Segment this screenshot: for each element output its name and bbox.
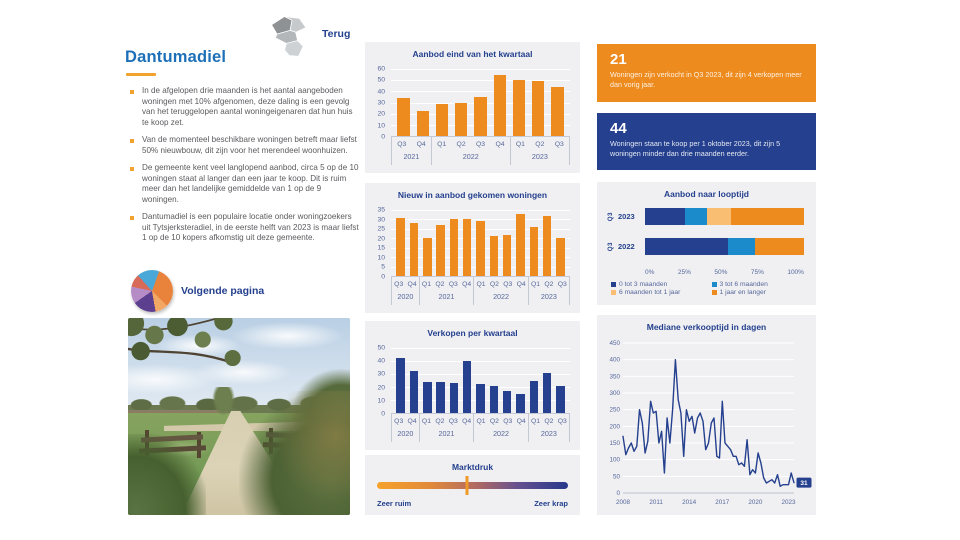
svg-text:2020: 2020	[748, 499, 763, 506]
quarter-row	[474, 277, 528, 291]
legend-label: 1 jaar en langer	[719, 289, 766, 296]
title-underline	[126, 73, 156, 76]
bar-slot	[452, 69, 471, 136]
y-tick-label: 25	[377, 225, 385, 233]
svg-text:2008: 2008	[615, 499, 631, 506]
duration-row	[607, 238, 804, 255]
quarter-label: Q1	[421, 280, 431, 288]
chart-title: Marktdruk	[451, 462, 494, 472]
bar-slot	[548, 69, 567, 136]
gauge-labels	[377, 499, 568, 508]
legend	[611, 281, 812, 296]
quarter-label: Q3	[448, 417, 458, 425]
quarter-label: Q3	[607, 211, 614, 222]
year-group	[528, 414, 569, 442]
gauge-label-left: Zeer ruim	[377, 499, 412, 508]
quarter-label: Q3	[394, 417, 404, 425]
bar-slot	[540, 210, 553, 276]
photo-branch	[128, 318, 272, 404]
year-group	[391, 414, 419, 442]
legend-item	[611, 281, 712, 288]
bar	[423, 382, 432, 413]
quarter-label: Q4	[407, 417, 417, 425]
bar-slot	[471, 69, 490, 136]
quarter-label: Q4	[516, 280, 526, 288]
quarter-label: Q2	[435, 280, 445, 288]
bar	[410, 223, 419, 276]
photo-nature-path	[128, 318, 350, 515]
quarter-label: Q1	[476, 417, 486, 425]
bar	[556, 386, 565, 413]
quarter-label: Q3	[394, 280, 404, 288]
bars	[391, 348, 570, 413]
quarter-label: Q1	[421, 417, 431, 425]
bullet-item: De gemeente kent veel langlopend aanbod, circa 5 op de 10 woningen staat al langer dan een jaar te koop. Dit is ruim meer dan het landelijke gemiddelde van 1 op de 9 woningen.	[128, 163, 360, 205]
bar	[450, 383, 459, 413]
gauge-marker	[465, 476, 468, 495]
stat-box-verkocht	[597, 44, 816, 102]
bar-slot	[432, 69, 451, 136]
bar	[556, 238, 565, 276]
bar	[503, 391, 512, 413]
year-group	[510, 137, 569, 165]
svg-text:2014: 2014	[682, 499, 697, 506]
y-tick-label: 0	[381, 273, 385, 281]
quarter-label: Q2	[456, 140, 466, 148]
plot-area	[391, 210, 570, 277]
x-tick-label: 75%	[750, 269, 764, 276]
legend-item	[712, 289, 813, 296]
quarter-label: Q4	[462, 280, 472, 288]
year-group	[391, 137, 431, 165]
y-tick-label: 10	[377, 122, 385, 130]
quarter-label: Q2	[489, 417, 499, 425]
bar	[530, 227, 539, 276]
gauge-track	[377, 482, 568, 489]
bullet-item: In de afgelopen drie maanden is het aantal aangeboden woningen met 10% afgenomen, deze daling is een gevolg van het teruggelopen aantal woningeigenaren dat hun huis te koop zet.	[128, 86, 360, 128]
panel-aanbod-naar-looptijd	[597, 182, 816, 305]
y-tick-label: 30	[377, 216, 385, 224]
y-tick-label: 40	[377, 88, 385, 96]
bar-slot	[434, 210, 447, 276]
photo-bush-left	[128, 434, 206, 515]
year-label: 2022	[493, 292, 510, 301]
year-label: 2023	[618, 211, 635, 221]
svg-text:31: 31	[800, 480, 808, 488]
stacked-bar	[645, 208, 804, 225]
y-tick-label: 40	[377, 357, 385, 365]
chart-title: Verkopen per kwartaal	[427, 328, 518, 338]
row-label	[607, 242, 645, 251]
year-label: 2022	[618, 241, 635, 251]
legend-swatch	[712, 290, 717, 295]
year-label: 2020	[397, 429, 414, 438]
quarter-label: Q2	[489, 280, 499, 288]
next-page-label: Volgende pagina	[181, 285, 265, 297]
legend-swatch	[611, 290, 616, 295]
quarter-row	[420, 414, 474, 428]
quarter-row	[529, 277, 569, 291]
bar-slot	[554, 348, 567, 413]
x-axis	[391, 277, 570, 305]
quarter-label: Q4	[407, 280, 417, 288]
bar	[463, 361, 472, 413]
page-title: Dantumadiel	[125, 48, 227, 66]
y-tick-label: 50	[377, 76, 385, 84]
bar	[503, 235, 512, 276]
year-group	[419, 414, 474, 442]
bars	[391, 69, 570, 136]
svg-text:200: 200	[609, 423, 620, 431]
svg-text:150: 150	[609, 440, 620, 447]
bar	[450, 219, 459, 276]
x-tick-label: 25%	[677, 269, 691, 276]
row-label	[607, 212, 645, 221]
stat-value: 21	[610, 51, 627, 68]
y-tick-label: 35	[377, 206, 385, 214]
bar	[436, 104, 448, 136]
x-axis	[645, 269, 804, 276]
stat-text: Woningen zijn verkocht in Q3 2023, dit zijn 4 verkopen meer dan vorig jaar.	[610, 70, 802, 89]
panel-marktdruk-gauge	[365, 455, 580, 515]
bar-slot	[487, 210, 500, 276]
year-group	[473, 414, 528, 442]
y-tick-label: 50	[377, 344, 385, 352]
y-tick-label: 5	[381, 263, 385, 271]
bar-slot	[421, 210, 434, 276]
svg-text:300: 300	[609, 390, 620, 397]
svg-text:50: 50	[612, 473, 620, 481]
photo-bush-right	[239, 391, 350, 515]
bar-slot	[490, 69, 509, 136]
quarter-label: Q4	[462, 417, 472, 425]
bar-slot	[474, 210, 487, 276]
quarter-label: Q4	[495, 140, 505, 148]
plot-area	[391, 348, 570, 414]
bar-slot	[413, 69, 432, 136]
quarter-row	[529, 414, 569, 428]
rows-zone	[607, 208, 804, 268]
bar	[417, 111, 429, 136]
y-tick-label: 20	[377, 384, 385, 392]
x-tick-label: 50%	[714, 269, 728, 276]
bar-slot	[461, 210, 474, 276]
bar	[543, 216, 552, 276]
legend-label: 6 maanden tot 1 jaar	[619, 289, 681, 296]
bar-slot	[421, 348, 434, 413]
bar-slot	[487, 348, 500, 413]
y-tick-label: 0	[381, 133, 385, 141]
year-label: 2022	[462, 152, 479, 161]
quarter-label: Q3	[503, 417, 513, 425]
bar	[494, 75, 506, 136]
bar-segment	[707, 208, 731, 225]
y-tick-label: 0	[381, 410, 385, 418]
gauge-label-right: Zeer krap	[534, 499, 568, 508]
bar	[543, 373, 552, 413]
x-axis	[391, 414, 570, 442]
year-group	[473, 277, 528, 305]
bar	[513, 80, 525, 136]
bar-segment	[645, 238, 728, 255]
back-button[interactable]	[266, 10, 350, 62]
legend-item	[611, 289, 712, 296]
bar	[516, 394, 525, 414]
svg-text:0: 0	[616, 490, 620, 497]
y-tick-label: 15	[377, 244, 385, 252]
stat-value: 44	[610, 120, 627, 137]
quarter-label: Q4	[516, 417, 526, 425]
quarter-label: Q1	[530, 417, 541, 425]
summary-bullets	[128, 86, 360, 251]
quarter-label: Q2	[544, 417, 554, 425]
legend-label: 0 tot 3 maanden	[619, 281, 668, 288]
bar	[455, 103, 467, 137]
bar-slot	[447, 348, 460, 413]
bar-segment	[755, 238, 804, 255]
svg-text:450: 450	[609, 340, 620, 347]
back-button-label: Terug	[322, 28, 351, 40]
quarter-row	[511, 137, 569, 151]
y-tick-label: 30	[377, 99, 385, 107]
legend-swatch	[712, 282, 717, 287]
chart-title: Nieuw in aanbod gekomen woningen	[397, 190, 548, 200]
chart-title: Aanbod naar looptijd	[664, 189, 749, 199]
year-group	[391, 277, 419, 305]
y-tick-label: 20	[377, 110, 385, 118]
bullet-item: Van de momenteel beschikbare woningen betreft maar liefst 50% nieuwbouw, dit zijn voor het merendeel woonhuizen.	[128, 135, 360, 156]
pie-chart-icon	[131, 270, 173, 312]
y-tick-label: 10	[377, 397, 385, 405]
bar-segment	[645, 208, 685, 225]
quarter-row	[392, 277, 419, 291]
svg-text:2011: 2011	[649, 499, 663, 506]
svg-text:250: 250	[609, 406, 620, 414]
year-label: 2021	[438, 292, 455, 301]
svg-text:400: 400	[609, 356, 620, 364]
panel-aanbod-eind-kwartaal	[365, 42, 580, 173]
svg-text:100: 100	[609, 456, 620, 464]
bar	[490, 236, 499, 276]
bar-slot	[394, 348, 407, 413]
bar-slot	[407, 210, 420, 276]
bar-slot	[394, 210, 407, 276]
panel-verkopen-per-kwartaal	[365, 321, 580, 450]
svg-text:350: 350	[609, 373, 620, 381]
line-chart	[601, 337, 812, 509]
y-axis	[365, 206, 389, 281]
bar	[397, 98, 409, 136]
quarter-label: Q1	[515, 140, 525, 148]
panel-mediane-verkooptijd	[597, 315, 816, 515]
y-tick-label: 30	[377, 370, 385, 378]
year-label: 2023	[531, 152, 548, 161]
y-axis	[365, 65, 389, 141]
bars	[391, 210, 570, 276]
quarter-row	[392, 137, 431, 151]
year-group	[419, 277, 474, 305]
bar-slot	[554, 210, 567, 276]
legend-swatch	[611, 282, 616, 287]
quarter-label: Q1	[530, 280, 541, 288]
stat-box-te-koop	[597, 113, 816, 170]
quarter-label: Q2	[535, 140, 545, 148]
bar-segment	[731, 208, 804, 225]
y-axis	[365, 344, 389, 418]
bar-slot	[474, 348, 487, 413]
bar-slot	[407, 348, 420, 413]
bar-slot	[514, 210, 527, 276]
year-label: 2023	[540, 429, 557, 438]
quarter-label: Q4	[416, 140, 426, 148]
year-label: 2021	[438, 429, 455, 438]
year-group	[528, 277, 569, 305]
bar	[396, 218, 405, 276]
chart-title: Mediane verkooptijd in dagen	[646, 322, 767, 332]
quarter-label: Q3	[503, 280, 513, 288]
quarter-label: Q1	[476, 280, 486, 288]
bar-segment	[728, 238, 755, 255]
next-page-button[interactable]	[131, 270, 264, 312]
legend-item	[712, 281, 813, 288]
bullet-item: Dantumadiel is een populaire locatie onder woningzoekers uit Tytsjerksteradiel, in de eerste helft van 2023 is maar liefst 1 op de 10 kopers afkomstig uit deze gemeente.	[128, 212, 360, 244]
stat-text: Woningen staan te koop per 1 oktober 2023, dit zijn 5 woningen minder dan drie maanden eerder.	[610, 139, 781, 158]
bar	[396, 358, 405, 413]
duration-row	[607, 208, 804, 225]
bar	[530, 381, 539, 414]
bar-slot	[434, 348, 447, 413]
bar-segment	[685, 208, 707, 225]
bar	[423, 238, 432, 276]
chart-title: Aanbod eind van het kwartaal	[412, 49, 533, 59]
bar	[436, 225, 445, 276]
municipality-map-icon	[266, 10, 318, 62]
quarter-label: Q3	[448, 280, 458, 288]
bar	[410, 371, 419, 413]
quarter-label: Q2	[435, 417, 445, 425]
bar-slot	[394, 69, 413, 136]
bar	[436, 382, 445, 413]
quarter-label: Q3	[607, 241, 614, 252]
quarter-row	[392, 414, 419, 428]
quarter-label: Q3	[475, 140, 486, 148]
svg-text:2023: 2023	[781, 499, 796, 506]
legend-label: 3 tot 6 maanden	[719, 281, 768, 288]
bar-slot	[527, 210, 540, 276]
y-tick-label: 10	[377, 254, 385, 262]
bar-slot	[501, 348, 514, 413]
x-tick-label: 0%	[645, 269, 655, 276]
bar-slot	[501, 210, 514, 276]
quarter-label: Q3	[554, 140, 564, 148]
bar	[532, 81, 544, 136]
x-tick-label: 100%	[787, 269, 804, 276]
plot-area	[391, 69, 570, 137]
quarter-label: Q3	[557, 417, 567, 425]
bar	[463, 219, 472, 276]
stacked-bar	[645, 238, 804, 255]
quarter-label: Q3	[397, 140, 407, 148]
panel-nieuw-in-aanbod	[365, 183, 580, 313]
quarter-row	[432, 137, 510, 151]
quarter-row	[420, 277, 474, 291]
bar-slot	[461, 348, 474, 413]
bar-slot	[529, 69, 548, 136]
year-label: 2022	[493, 429, 510, 438]
bar-slot	[527, 348, 540, 413]
quarter-label: Q3	[557, 280, 567, 288]
bar	[490, 386, 499, 413]
bar	[551, 87, 563, 136]
y-tick-label: 20	[377, 235, 385, 243]
year-group	[431, 137, 510, 165]
bar	[516, 214, 525, 276]
bar	[476, 221, 485, 276]
year-label: 2021	[403, 152, 420, 161]
x-axis	[391, 137, 570, 165]
bar-slot	[447, 210, 460, 276]
year-label: 2023	[540, 292, 557, 301]
bar-slot	[540, 348, 553, 413]
quarter-label: Q2	[544, 280, 554, 288]
quarter-row	[474, 414, 528, 428]
bar-slot	[514, 348, 527, 413]
bar	[476, 384, 485, 413]
year-label: 2020	[397, 292, 414, 301]
quarter-label: Q1	[437, 140, 447, 148]
y-tick-label: 60	[377, 65, 385, 73]
bar-slot	[509, 69, 528, 136]
bar	[474, 97, 486, 136]
svg-text:2017: 2017	[715, 499, 730, 506]
